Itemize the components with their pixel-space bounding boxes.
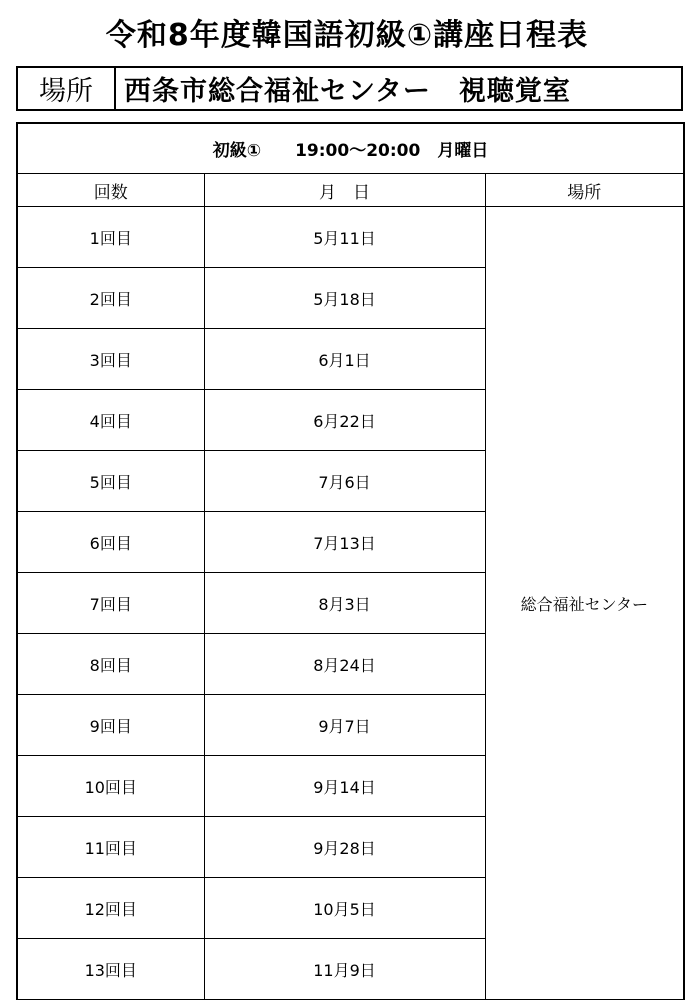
venue-box — [16, 66, 683, 111]
session-cell: 2回目 — [17, 268, 204, 329]
column-header-location: 場所 — [485, 174, 684, 207]
session-cell: 6回目 — [17, 512, 204, 573]
date-cell: 5月18日 — [204, 268, 485, 329]
session-cell: 8回目 — [17, 634, 204, 695]
session-cell: 9回目 — [17, 695, 204, 756]
course-header-row — [17, 123, 684, 174]
schedule-table — [16, 122, 685, 1000]
course-header: 初級① 19:00～20:00 月曜日 — [17, 123, 684, 174]
column-header-date: 月 日 — [204, 174, 485, 207]
column-header-session: 回数 — [17, 174, 204, 207]
location-cell: 総合福祉センター — [485, 207, 684, 1000]
date-cell: 10月5日 — [204, 878, 485, 939]
session-cell: 3回目 — [17, 329, 204, 390]
date-cell: 9月28日 — [204, 817, 485, 878]
page-title: 令和8年度韓国語初級①講座日程表 — [105, 18, 589, 53]
date-cell: 9月14日 — [204, 756, 485, 817]
session-cell: 12回目 — [17, 878, 204, 939]
session-cell: 5回目 — [17, 451, 204, 512]
date-cell: 7月6日 — [204, 451, 485, 512]
session-cell: 1回目 — [17, 207, 204, 268]
date-cell: 6月22日 — [204, 390, 485, 451]
session-cell: 4回目 — [17, 390, 204, 451]
session-cell: 13回目 — [17, 939, 204, 1000]
session-cell: 10回目 — [17, 756, 204, 817]
session-cell: 11回目 — [17, 817, 204, 878]
session-cell: 7回目 — [17, 573, 204, 634]
date-cell: 6月1日 — [204, 329, 485, 390]
date-cell: 8月24日 — [204, 634, 485, 695]
date-cell: 7月13日 — [204, 512, 485, 573]
venue-value: 西条市総合福祉センター 視聴覚室 — [124, 76, 571, 107]
date-cell: 11月9日 — [204, 939, 485, 1000]
column-header-row — [17, 174, 684, 207]
date-cell: 5月11日 — [204, 207, 485, 268]
venue-label: 場所 — [18, 68, 116, 109]
table-row — [17, 207, 684, 268]
date-cell: 9月7日 — [204, 695, 485, 756]
date-cell: 8月3日 — [204, 573, 485, 634]
